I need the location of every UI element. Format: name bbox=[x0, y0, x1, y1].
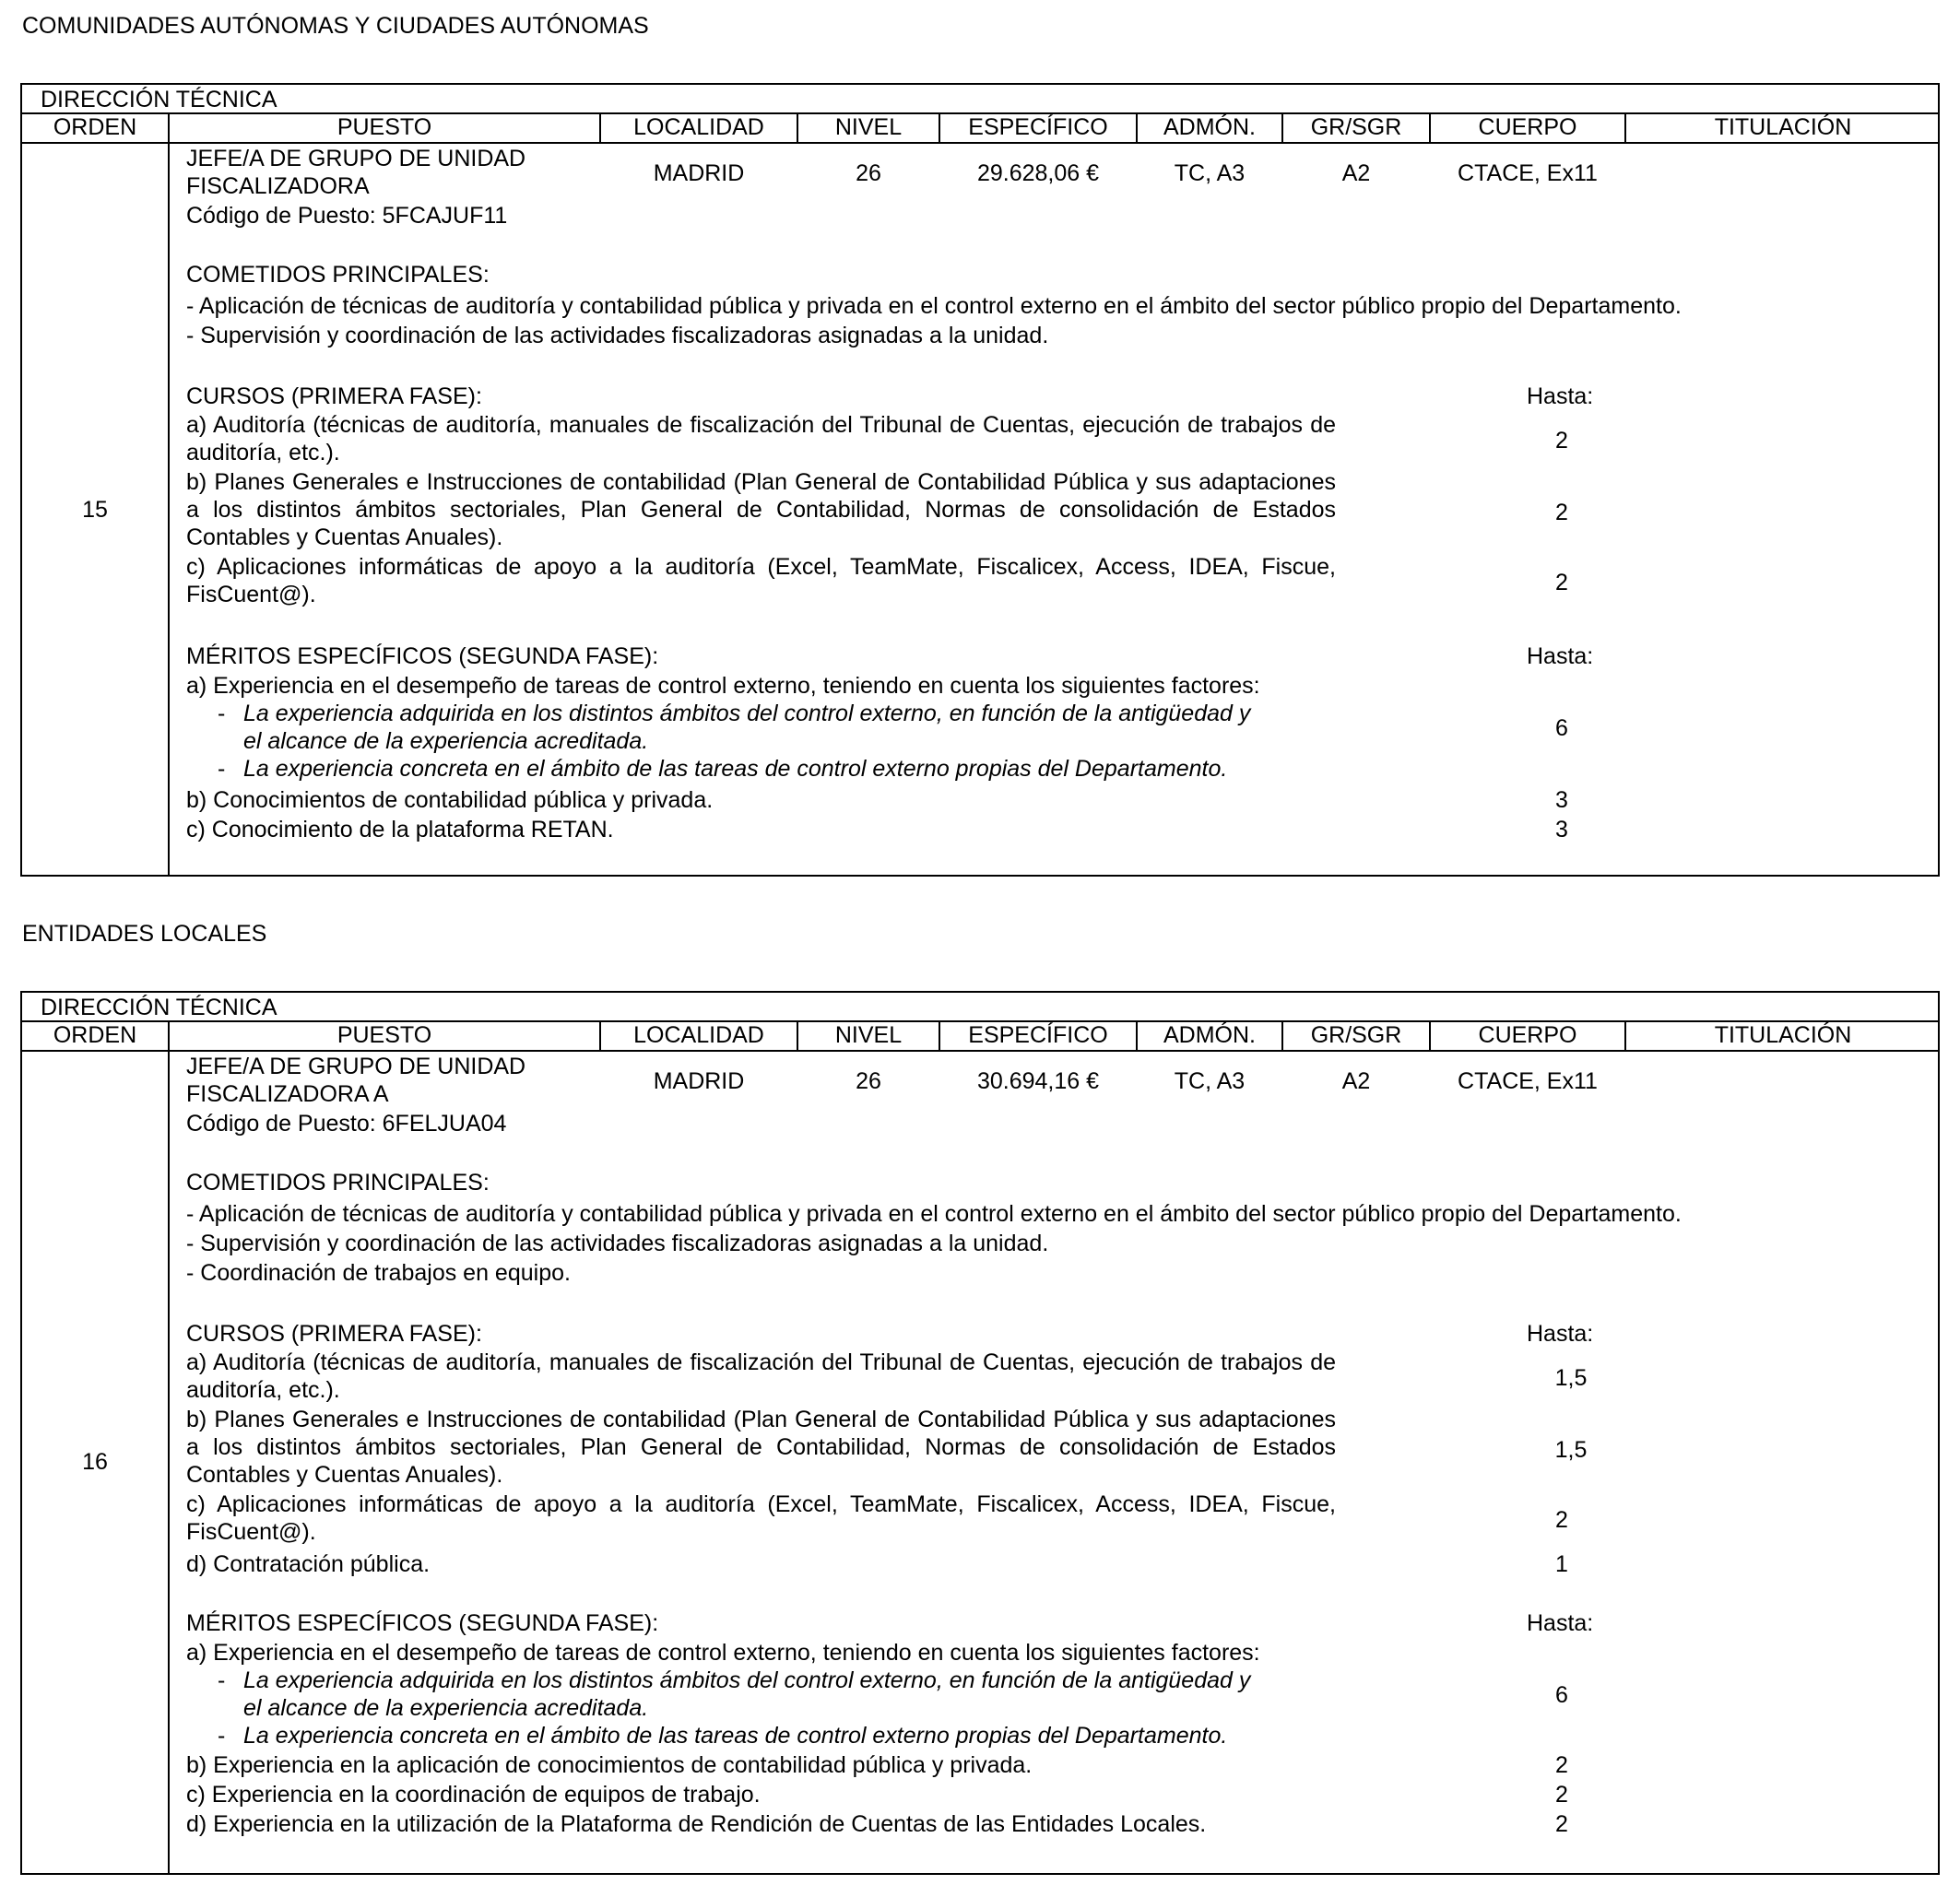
especifico-value: 29.628,06 € bbox=[976, 160, 1100, 186]
position-table bbox=[20, 991, 1940, 1875]
hasta-label: Hasta: bbox=[1527, 383, 1594, 409]
curso-item: d) Contratación pública. bbox=[186, 1551, 431, 1577]
especifico-value: 30.694,16 € bbox=[976, 1068, 1100, 1094]
curso-value: 1,5 bbox=[1554, 1437, 1588, 1463]
curso-item: c) Aplicaciones informáticas de apoyo a la auditoría (Excel, TeamMate, Fiscalicex, Access, IDEA, Fiscue, FisCuent@). bbox=[186, 1491, 1336, 1545]
merito-bullet: - bbox=[218, 756, 226, 782]
cometido-item: - Aplicación de técnicas de auditoría y contabilidad pública y privada en el control externo en el ámbito del sector público propio del Departamento. bbox=[186, 1201, 1682, 1227]
section-title: COMUNIDADES AUTÓNOMAS Y CIUDADES AUTÓNOMAS bbox=[22, 13, 649, 39]
col-header-especifico: ESPECÍFICO bbox=[968, 1022, 1108, 1048]
merito-value: 2 bbox=[1555, 1782, 1568, 1808]
merito-value: 6 bbox=[1555, 715, 1568, 741]
cursos-title: CURSOS (PRIMERA FASE): bbox=[186, 1321, 482, 1347]
meritos-title: MÉRITOS ESPECÍFICOS (SEGUNDA FASE): bbox=[186, 1610, 659, 1636]
cometidos-title: COMETIDOS PRINCIPALES: bbox=[186, 1170, 490, 1196]
col-header-admon: ADMÓN. bbox=[1163, 1022, 1256, 1048]
col-header-nivel: NIVEL bbox=[834, 114, 903, 140]
cuerpo-value: CTACE, Ex11 bbox=[1458, 1068, 1598, 1094]
merito-item: a) Experiencia en el desempeño de tareas de control externo, teniendo en cuenta los siguientes factores: bbox=[186, 1640, 1260, 1666]
col-header-titulacion: TITULACIÓN bbox=[1714, 1022, 1852, 1048]
localidad-value: MADRID bbox=[653, 160, 745, 186]
grupo-value: A2 bbox=[1341, 160, 1371, 186]
curso-item: b) Planes Generales e Instrucciones de contabilidad (Plan General de Contabilidad Pública y sus adaptaciones a los distintos ámbitos sectoriales, Plan General de Contabilidad, Normas de consolidación de Estados Contables y Cuentas Anuales). bbox=[186, 469, 1336, 550]
col-header-nivel: NIVEL bbox=[834, 1022, 903, 1048]
curso-value: 2 bbox=[1555, 570, 1568, 595]
curso-item: b) Planes Generales e Instrucciones de contabilidad (Plan General de Contabilidad Pública y sus adaptaciones a los distintos ámbitos sectoriales, Plan General de Contabilidad, Normas de consolidación de Estados Contables y Cuentas Anuales). bbox=[186, 1407, 1336, 1488]
curso-item: a) Auditoría (técnicas de auditoría, manuales de fiscalización del Tribunal de Cuentas, ejecución de trabajos de auditoría, etc.). bbox=[186, 412, 1336, 465]
merito-value: 2 bbox=[1555, 1752, 1568, 1778]
col-header-especifico: ESPECÍFICO bbox=[968, 114, 1108, 140]
unit-title: DIRECCIÓN TÉCNICA bbox=[41, 995, 277, 1020]
position-table bbox=[20, 83, 1940, 877]
col-header-orden: ORDEN bbox=[53, 114, 137, 140]
curso-value: 2 bbox=[1555, 1507, 1568, 1533]
merito-value: 3 bbox=[1555, 817, 1568, 842]
merito-value: 3 bbox=[1555, 787, 1568, 813]
merito-item: b) Conocimientos de contabilidad pública y privada. bbox=[186, 787, 714, 813]
hasta-label: Hasta: bbox=[1527, 1321, 1594, 1347]
merito-item: b) Experiencia en la aplicación de conocimientos de contabilidad pública y privada. bbox=[186, 1752, 1033, 1778]
orden-value: 16 bbox=[82, 1449, 108, 1475]
cuerpo-value: CTACE, Ex11 bbox=[1458, 160, 1598, 186]
curso-item: c) Aplicaciones informáticas de apoyo a la auditoría (Excel, TeamMate, Fiscalicex, Access, IDEA, Fiscue, FisCuent@). bbox=[186, 554, 1336, 607]
col-header-grupo: GR/SGR bbox=[1310, 114, 1402, 140]
curso-value: 1 bbox=[1555, 1551, 1568, 1577]
puesto-code: Código de Puesto: 5FCAJUF11 bbox=[186, 203, 508, 229]
merito-bullet: - bbox=[218, 701, 226, 726]
merito-value: 2 bbox=[1555, 1811, 1568, 1837]
merito-subitem: La experiencia concreta en el ámbito de las tareas de control externo propias del Departamento. bbox=[243, 1723, 1228, 1749]
merito-item: c) Experiencia en la coordinación de equipos de trabajo. bbox=[186, 1782, 761, 1808]
cometidos-title: COMETIDOS PRINCIPALES: bbox=[186, 262, 490, 288]
curso-value: 1,5 bbox=[1554, 1365, 1588, 1391]
admon-value: TC, A3 bbox=[1174, 1068, 1246, 1094]
curso-item: a) Auditoría (técnicas de auditoría, manuales de fiscalización del Tribunal de Cuentas, ejecución de trabajos de auditoría, etc.). bbox=[186, 1349, 1336, 1403]
grupo-value: A2 bbox=[1341, 1068, 1371, 1094]
merito-subitem: el alcance de la experiencia acreditada. bbox=[243, 1695, 649, 1721]
col-header-puesto: PUESTO bbox=[337, 1022, 432, 1048]
merito-item: c) Conocimiento de la plataforma RETAN. bbox=[186, 817, 614, 842]
col-header-grupo: GR/SGR bbox=[1310, 1022, 1402, 1048]
col-header-localidad: LOCALIDAD bbox=[633, 114, 764, 140]
merito-bullet: - bbox=[218, 1667, 226, 1693]
curso-value: 2 bbox=[1555, 500, 1568, 525]
hasta-label: Hasta: bbox=[1527, 643, 1594, 669]
cometido-item: - Supervisión y coordinación de las actividades fiscalizadoras asignadas a la unidad. bbox=[186, 1231, 1049, 1256]
nivel-value: 26 bbox=[856, 160, 881, 186]
merito-value: 6 bbox=[1555, 1682, 1568, 1708]
merito-subitem: el alcance de la experiencia acreditada. bbox=[243, 728, 649, 754]
merito-bullet: - bbox=[218, 1723, 226, 1749]
puesto-name: FISCALIZADORA A bbox=[186, 1081, 389, 1107]
cometido-item: - Aplicación de técnicas de auditoría y contabilidad pública y privada en el control externo en el ámbito del sector público propio del Departamento. bbox=[186, 293, 1682, 319]
col-header-localidad: LOCALIDAD bbox=[633, 1022, 764, 1048]
orden-value: 15 bbox=[82, 497, 108, 523]
hasta-label: Hasta: bbox=[1527, 1610, 1594, 1636]
cometido-item: - Coordinación de trabajos en equipo. bbox=[186, 1260, 571, 1286]
cometido-item: - Supervisión y coordinación de las actividades fiscalizadoras asignadas a la unidad. bbox=[186, 323, 1049, 348]
localidad-value: MADRID bbox=[653, 1068, 745, 1094]
col-header-cuerpo: CUERPO bbox=[1478, 1022, 1577, 1048]
col-header-admon: ADMÓN. bbox=[1163, 114, 1256, 140]
puesto-name: FISCALIZADORA bbox=[186, 173, 370, 199]
merito-item: d) Experiencia en la utilización de la Plataforma de Rendición de Cuentas de las Entidades Locales. bbox=[186, 1811, 1207, 1837]
col-header-puesto: PUESTO bbox=[337, 114, 432, 140]
puesto-name: JEFE/A DE GRUPO DE UNIDAD bbox=[186, 1054, 526, 1079]
admon-value: TC, A3 bbox=[1174, 160, 1246, 186]
unit-title: DIRECCIÓN TÉCNICA bbox=[41, 87, 277, 112]
col-header-cuerpo: CUERPO bbox=[1478, 114, 1577, 140]
merito-subitem: La experiencia adquirida en los distintos ámbitos del control externo, en función de la antigüedad y bbox=[243, 1667, 1251, 1693]
merito-subitem: La experiencia adquirida en los distintos ámbitos del control externo, en función de la antigüedad y bbox=[243, 701, 1251, 726]
meritos-title: MÉRITOS ESPECÍFICOS (SEGUNDA FASE): bbox=[186, 643, 659, 669]
puesto-code: Código de Puesto: 6FELJUA04 bbox=[186, 1111, 507, 1137]
puesto-name: JEFE/A DE GRUPO DE UNIDAD bbox=[186, 146, 526, 171]
cursos-title: CURSOS (PRIMERA FASE): bbox=[186, 383, 482, 409]
merito-subitem: La experiencia concreta en el ámbito de las tareas de control externo propias del Departamento. bbox=[243, 756, 1228, 782]
nivel-value: 26 bbox=[856, 1068, 881, 1094]
col-header-titulacion: TITULACIÓN bbox=[1714, 114, 1852, 140]
curso-value: 2 bbox=[1555, 428, 1568, 454]
col-header-orden: ORDEN bbox=[53, 1022, 137, 1048]
merito-item: a) Experiencia en el desempeño de tareas de control externo, teniendo en cuenta los siguientes factores: bbox=[186, 673, 1260, 699]
section-title: ENTIDADES LOCALES bbox=[22, 921, 267, 947]
